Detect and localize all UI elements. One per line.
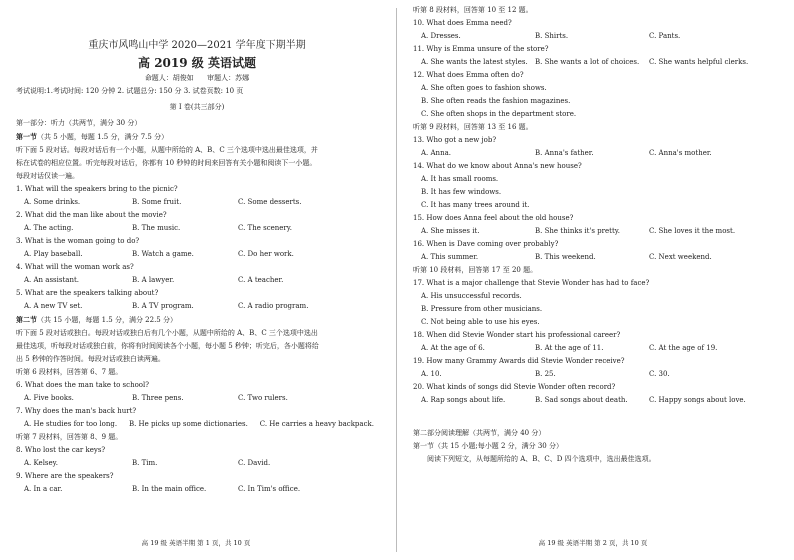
option-a: A. Play baseball. (24, 250, 83, 258)
option-c: C. At the age of 19. (649, 344, 718, 352)
option-a: A. Rap songs about life. (421, 396, 506, 404)
option-c: C. A teacher. (238, 276, 284, 284)
question-text: 8. Who lost the car keys? (16, 446, 106, 454)
sec1-note: （共 5 小题，每题 1.5 分，满分 7.5 分） (37, 133, 169, 141)
question-text: 19. How many Grammy Awards did Stevie Wonder receive? (413, 357, 625, 365)
option-a: A. Some drinks. (24, 198, 81, 206)
option-c: C. Not being able to use his eyes. (421, 318, 540, 326)
question-text: 3. What is the woman going to do? (16, 237, 140, 245)
question-14 (413, 160, 775, 212)
question-text: 5. What are the speakers talking about? (16, 289, 159, 297)
right-column (397, 0, 789, 560)
option-c: C. She often shops in the department store. (421, 110, 577, 118)
question-1 (16, 183, 378, 209)
listen-instruction: 听第 10 段材料，回答第 17 至 20 题。 (413, 266, 538, 274)
sec2-inst-3: 出 5 秒钟的作答时间。每段对话或独白读两遍。 (16, 355, 165, 363)
question-2 (16, 209, 378, 235)
option-c: C. David. (238, 459, 271, 467)
question-17 (413, 277, 775, 329)
option-b: B. This weekend. (535, 253, 596, 261)
option-b: B. She thinks it's pretty. (535, 227, 621, 235)
exam-info: 考试说明:1.考试时间: 120 分钟 2. 试题总分: 150 分 3. 试卷页数: 10 页 (16, 87, 244, 95)
question-20 (413, 381, 775, 407)
left-column (0, 0, 392, 560)
option-c: C. Two rulers. (238, 394, 288, 402)
question-text: 6. What does the man take to school? (16, 381, 149, 389)
option-a: A. It has small rooms. (421, 175, 499, 183)
option-c: C. Happy songs about love. (649, 396, 746, 404)
option-a: A. The acting. (24, 224, 74, 232)
question-text: 14. What do we know about Anna's new house? (413, 162, 582, 170)
option-c: C. A radio program. (238, 302, 309, 310)
question-10 (413, 17, 775, 43)
listen-instruction: 听第 9 段材料，回答第 13 至 16 题。 (413, 123, 533, 131)
option-c: C. 30. (649, 370, 670, 378)
sec2-title: 第二节 (16, 315, 37, 324)
page-footer: 高 19 级 英语半期 第 2 页，共 10 页 (538, 539, 648, 547)
question-9 (16, 470, 378, 496)
question-text: 2. What did the man like about the movie? (16, 211, 167, 219)
question-text: 7. Why does the man's back hurt? (16, 407, 137, 415)
option-b: B. In the main office. (132, 485, 207, 493)
option-b: B. Watch a game. (132, 250, 194, 258)
question-text: 11. Why is Emma unsure of the store? (413, 45, 549, 53)
option-a: A. Kelsey. (24, 459, 58, 467)
option-a: A. 10. (421, 370, 442, 378)
school-title: 重庆市风鸣山中学 2020—2021 学年度下期半期 (88, 40, 306, 51)
sec1-inst-2: 标在试卷的相应位置。听完每段对话后，你都有 10 秒钟的时间来回答有关小题和阅读下一小题。 (16, 159, 317, 167)
volume-title: 第 I 卷(共三部分) (169, 103, 225, 111)
option-a: A. His unsuccessful records. (421, 292, 522, 300)
listen-instruction: 听第 6 段材料，回答第 6、7 题。 (16, 368, 123, 376)
part2-title: 第二部分阅读理解（共两节，满分 40 分） (413, 429, 546, 437)
listen-instruction: 听第 7 段材料，回答第 8、9 题。 (16, 433, 123, 441)
part1-title: 第一部分：听力（共两节，满分 30 分） (16, 119, 142, 127)
option-a: A. She often goes to fashion shows. (421, 84, 547, 92)
sec2-header (16, 313, 378, 327)
listen-instruction: 听第 8 段材料，回答第 10 至 12 题。 (413, 6, 533, 14)
question-text: 9. Where are the speakers? (16, 472, 114, 480)
option-b: B. Shirts. (535, 32, 569, 40)
option-c: C. She wants helpful clerks. (649, 58, 749, 66)
exam-title: 高 2019 级 英语试题 (138, 56, 256, 70)
question-3 (16, 235, 378, 261)
sec1-title: 第一节 (16, 132, 37, 141)
part2-section: 第一节（共 15 小题;每小题 2 分，满分 30 分） (413, 442, 563, 450)
option-b: B. A TV program. (132, 302, 194, 310)
question-8 (16, 444, 378, 470)
option-b: B. A lawyer. (132, 276, 175, 284)
option-b: B. Pressure from other musicians. (421, 305, 543, 313)
sec2-inst-1: 听下面 5 段对话或独白。每段对话或独白后有几个小题，从题中所给的 A、B、C 三个选项中选出 (16, 329, 318, 337)
option-b: B. Sad songs about death. (535, 396, 628, 404)
sec2-note: （共 15 小题，每题 1.5 分，满分 22.5 分） (37, 316, 177, 324)
option-c: C. Pants. (649, 32, 681, 40)
question-7 (16, 405, 378, 431)
option-c: C. Do her work. (238, 250, 294, 258)
sec1-header (16, 130, 378, 144)
option-a: A. An assistant. (24, 276, 80, 284)
sec1-inst-1: 听下面 5 段对话。每段对话后有一个小题，从题中所给的 A、B、C 三个选项中选出最佳选项，并 (16, 146, 318, 154)
question-text: 10. What does Emma need? (413, 19, 512, 27)
option-b: B. At the age of 11. (535, 344, 604, 352)
option-c: C. Some desserts. (238, 198, 302, 206)
option-a: A. Dresses. (421, 32, 461, 40)
option-c: C. In Tim's office. (238, 485, 301, 493)
reviewer: 审题人：苏娜 (207, 74, 250, 82)
sec2-inst-2: 最佳选项，听每段对话或独白前，你将有时间阅读各个小题，每小题 5 秒钟；听完后，各小题将给 (16, 342, 319, 350)
option-b: B. She wants a lot of choices. (535, 58, 640, 66)
option-a: A. At the age of 6. (421, 344, 485, 352)
option-b: B. Some fruit. (132, 198, 182, 206)
question-text: 4. What will the woman work as? (16, 263, 134, 271)
question-text: 16. When is Dave coming over probably? (413, 240, 559, 248)
option-c: C. It has many trees around it. (421, 201, 530, 209)
question-19 (413, 355, 775, 381)
authors-line (16, 72, 378, 85)
option-a: A. Five books. (24, 394, 74, 402)
question-text: 18. When did Stevie Wonder start his professional career? (413, 331, 621, 339)
question-5 (16, 287, 378, 313)
option-b: B. 25. (535, 370, 556, 378)
question-13 (413, 134, 775, 160)
option-b: B. She often reads the fashion magazines. (421, 97, 571, 105)
option-c: C. The scenery. (238, 224, 293, 232)
option-a: A. This summer. (421, 253, 479, 261)
question-18 (413, 329, 775, 355)
option-b: B. He picks up some dictionaries. (128, 420, 248, 428)
option-b: B. The music. (132, 224, 181, 232)
question-text: 12. What does Emma often do? (413, 71, 524, 79)
option-a: A. In a car. (24, 485, 63, 493)
question-text: 20. What kinds of songs did Stevie Wonder often record? (413, 383, 616, 391)
question-6 (16, 379, 378, 405)
option-c: C. She loves it the most. (649, 227, 736, 235)
part2-instruction: 阅读下列短文，从每题所给的 A、B、C、D 四个选项中，选出最佳选项。 (427, 455, 656, 463)
question-text: 13. Who got a new job? (413, 136, 497, 144)
question-15 (413, 212, 775, 238)
setter: 命题人：胡俊如 (144, 74, 194, 82)
option-a: A. A new TV set. (24, 302, 83, 310)
option-c: C. Anna's mother. (649, 149, 712, 157)
option-c: C. Next weekend. (649, 253, 712, 261)
option-c: C. He carries a heavy backpack. (259, 420, 374, 428)
question-text: 15. How does Anna feel about the old house? (413, 214, 574, 222)
option-b: B. Anna's father. (535, 149, 594, 157)
option-b: B. Tim. (132, 459, 158, 467)
option-b: B. It has few windows. (421, 188, 502, 196)
option-a: A. He studies for too long. (24, 420, 118, 428)
question-16 (413, 238, 775, 264)
option-a: A. Anna. (421, 149, 451, 157)
question-text: 17. What is a major challenge that Stevie Wonder has had to face? (413, 279, 650, 287)
question-11 (413, 43, 775, 69)
question-12 (413, 69, 775, 121)
option-a: A. She wants the latest styles. (421, 58, 528, 66)
sec1-inst-3: 每段对话仅读一遍。 (16, 172, 79, 180)
option-b: B. Three pens. (132, 394, 184, 402)
option-a: A. She misses it. (421, 227, 480, 235)
question-4 (16, 261, 378, 287)
question-text: 1. What will the speakers bring to the picnic? (16, 185, 178, 193)
page-footer: 高 19 级 英语半期 第 1 页，共 10 页 (141, 539, 251, 547)
